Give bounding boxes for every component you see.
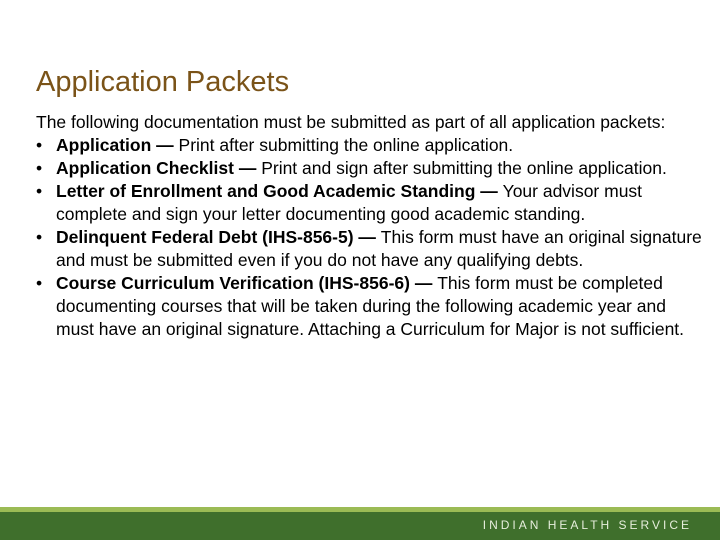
- item-separator: —: [409, 273, 438, 293]
- item-title: Application: [56, 135, 152, 155]
- item-description: Print and sign after submitting the online application.: [261, 158, 667, 178]
- list-item-delinquent-federal-debt: [36, 226, 706, 272]
- bullet-icon: •: [36, 135, 43, 155]
- slide-title: Application Packets: [36, 66, 290, 98]
- list-item-application: [36, 134, 706, 157]
- item-title: Letter of Enrollment and Good Academic Standing: [56, 181, 476, 201]
- item-title: Course Curriculum Verification (IHS-856-6): [56, 273, 410, 293]
- item-separator: —: [475, 181, 503, 201]
- item-separator: —: [233, 158, 262, 178]
- bullet-icon: •: [36, 158, 43, 178]
- item-title: Application Checklist: [56, 158, 234, 178]
- bullet-icon: •: [36, 273, 43, 293]
- footer-stripe: [0, 507, 720, 512]
- intro-text: The following documentation must be submitted as part of all application packets:: [36, 112, 666, 132]
- item-separator: —: [151, 135, 179, 155]
- list-item-course-curriculum-verification: [36, 272, 706, 341]
- list-item-application-checklist: [36, 157, 706, 180]
- bullet-icon: •: [36, 227, 43, 247]
- bullet-icon: •: [36, 181, 43, 201]
- item-description: Print after submitting the online application.: [178, 135, 514, 155]
- slide-body: [36, 111, 706, 341]
- list-item-letter-of-enrollment: [36, 180, 706, 226]
- item-title: Delinquent Federal Debt (IHS-856-5): [56, 227, 354, 247]
- footer-bar: [0, 507, 720, 540]
- item-description: This form must be completed documenting courses that will be taken during the following academic year and must have an original signature. Attaching a Curriculum for Major is not sufficient.: [56, 273, 685, 339]
- document-list: [36, 134, 706, 341]
- item-separator: —: [353, 227, 381, 247]
- item-description: This form must have an original signature and must be submitted even if you do not have any qualifying debts.: [56, 227, 702, 270]
- item-description: Your advisor must complete and sign your letter documenting good academic standing.: [56, 181, 643, 224]
- organization-name: INDIAN HEALTH SERVICE: [482, 518, 692, 532]
